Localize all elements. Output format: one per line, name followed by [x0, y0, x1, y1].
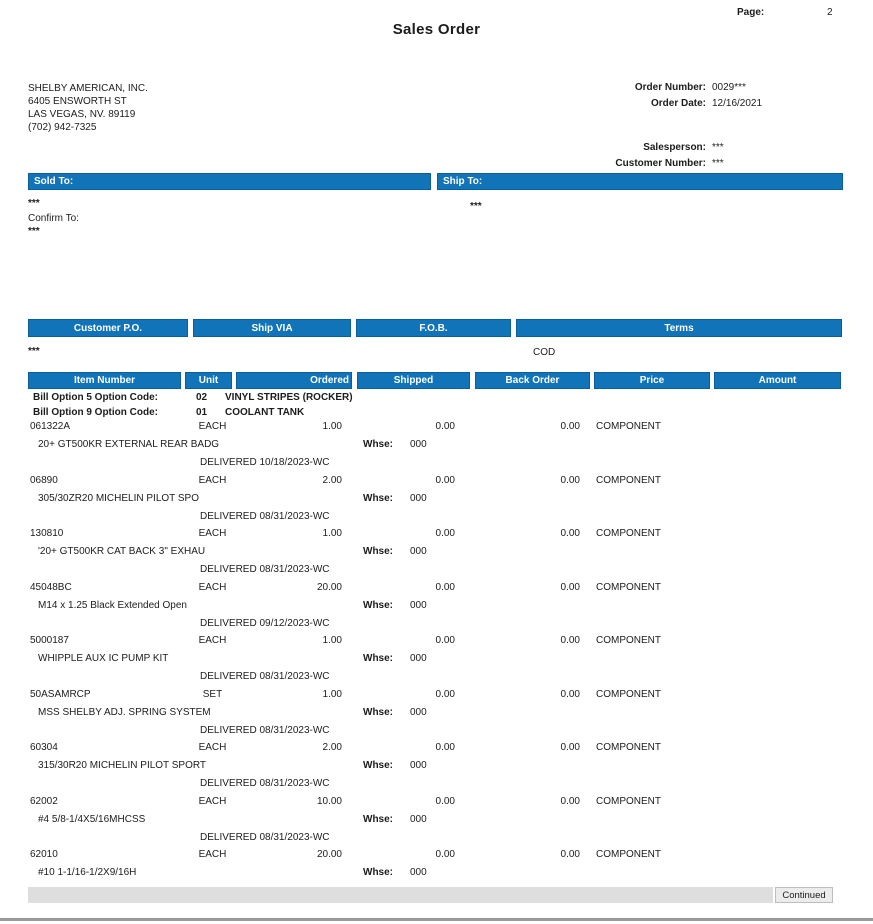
- item-description: #10 1-1/16-1/2X9/16H: [38, 867, 137, 878]
- item-back-order: 0.00: [560, 742, 580, 753]
- warehouse-label: Whse:: [363, 439, 393, 450]
- item-price: COMPONENT: [596, 688, 661, 700]
- column-header-amount: Amount: [714, 372, 841, 389]
- terms-value: COD: [533, 347, 556, 358]
- item-shipped: 0.00: [435, 795, 455, 807]
- item-description: 305/30ZR20 MICHELIN PILOT SPO: [38, 492, 199, 504]
- item-unit: EACH: [198, 421, 227, 432]
- bill-option-code: 02: [196, 392, 208, 403]
- delivered-note: DELIVERED 08/31/2023-WC: [200, 510, 330, 522]
- table-row: [0, 522, 873, 576]
- continued-label: Continued: [775, 887, 833, 903]
- item-number: 60304: [30, 742, 58, 753]
- column-header-price: Price: [594, 372, 710, 389]
- delivered-note: DELIVERED 08/31/2023-WC: [200, 564, 330, 575]
- delivered-note: DELIVERED 08/31/2023-WC: [200, 831, 330, 843]
- warehouse-label: Whse:: [363, 653, 393, 664]
- table-row: [0, 736, 873, 790]
- footer-bar: [28, 887, 773, 903]
- column-header-customer-po: Customer P.O.: [28, 319, 188, 337]
- item-shipped: 0.00: [435, 421, 455, 432]
- delivered-note: DELIVERED 08/31/2023-WC: [200, 778, 330, 789]
- customer-number-value: ***: [712, 158, 724, 169]
- item-ordered: 20.00: [316, 581, 342, 593]
- item-back-order: 0.00: [560, 635, 580, 646]
- item-price: COMPONENT: [596, 421, 661, 432]
- item-ordered: 1.00: [322, 635, 342, 646]
- warehouse-label: Whse:: [363, 760, 393, 771]
- item-description: WHIPPLE AUX IC PUMP KIT: [38, 653, 169, 664]
- bill-option-label: Bill Option 9 Option Code:: [33, 407, 158, 418]
- item-price: COMPONENT: [596, 474, 661, 486]
- items-table-body: [0, 415, 873, 897]
- column-header-unit: Unit: [185, 372, 232, 389]
- sold-to-header-bar: Sold To:: [28, 173, 431, 190]
- document-title: Sales Order: [392, 21, 481, 38]
- item-number: 130810: [30, 528, 64, 539]
- item-price: COMPONENT: [596, 635, 661, 646]
- item-number: 62002: [30, 795, 58, 807]
- item-description: 20+ GT500KR EXTERNAL REAR BADG: [38, 439, 220, 450]
- warehouse-value: 000: [410, 653, 427, 664]
- customer-number-label: Customer Number:: [615, 158, 706, 169]
- sold-to-value: ***: [28, 198, 40, 209]
- item-back-order: 0.00: [560, 421, 580, 432]
- item-unit: EACH: [198, 742, 227, 753]
- warehouse-value: 000: [410, 760, 427, 771]
- confirm-to-label: Confirm To:: [28, 213, 79, 224]
- warehouse-label: Whse:: [363, 706, 393, 718]
- warehouse-label: Whse:: [363, 599, 393, 611]
- bill-option-description: VINYL STRIPES (ROCKER): [225, 392, 353, 403]
- item-ordered: 1.00: [322, 688, 342, 700]
- item-shipped: 0.00: [435, 849, 455, 860]
- warehouse-label: Whse:: [363, 813, 393, 825]
- item-unit: EACH: [198, 474, 227, 486]
- item-back-order: 0.00: [560, 528, 580, 539]
- column-header-ship-via: Ship VIA: [193, 319, 351, 337]
- item-ordered: 1.00: [322, 421, 342, 432]
- page-label: Page:: [737, 7, 765, 18]
- table-row: [0, 469, 873, 523]
- company-name: SHELBY AMERICAN, INC.: [28, 83, 148, 94]
- table-row: [0, 629, 873, 683]
- ship-to-header-bar: Ship To:: [437, 173, 843, 190]
- item-shipped: 0.00: [435, 581, 455, 593]
- bill-option-row: [0, 392, 873, 405]
- page-bottom-divider: [0, 918, 873, 921]
- item-back-order: 0.00: [560, 795, 580, 807]
- item-ordered: 20.00: [316, 849, 342, 860]
- confirm-to-value: ***: [28, 226, 40, 237]
- customer-po-value: ***: [28, 346, 40, 357]
- item-ordered: 1.00: [322, 528, 342, 539]
- order-date-label: Order Date:: [650, 98, 706, 109]
- warehouse-value: 000: [410, 599, 427, 611]
- item-description: MSS SHELBY ADJ. SPRING SYSTEM: [38, 706, 211, 718]
- ship-to-value: ***: [470, 201, 482, 212]
- item-number: 061322A: [30, 421, 71, 432]
- warehouse-value: 000: [410, 706, 427, 718]
- item-ordered: 10.00: [316, 795, 342, 807]
- company-address-block: [28, 82, 148, 134]
- item-description: M14 x 1.25 Black Extended Open: [38, 599, 187, 611]
- item-price: COMPONENT: [596, 795, 661, 807]
- item-number: 5000187: [30, 635, 69, 646]
- table-row: [0, 790, 873, 844]
- column-header-fob: F.O.B.: [356, 319, 511, 337]
- order-number-value: 0029***: [712, 82, 746, 93]
- column-header-shipped: Shipped: [357, 372, 470, 389]
- item-unit: EACH: [198, 528, 227, 539]
- item-unit: EACH: [198, 795, 227, 807]
- item-number: 50ASAMRCP: [30, 688, 91, 700]
- item-price: COMPONENT: [596, 742, 661, 753]
- item-back-order: 0.00: [560, 581, 580, 593]
- bill-option-label: Bill Option 5 Option Code:: [33, 392, 158, 403]
- item-unit: SET: [202, 688, 223, 700]
- table-row: [0, 415, 873, 469]
- item-shipped: 0.00: [435, 742, 455, 753]
- item-description: #4 5/8-1/4X5/16MHCSS: [38, 813, 146, 825]
- item-price: COMPONENT: [596, 528, 661, 539]
- table-row: [0, 576, 873, 630]
- warehouse-value: 000: [410, 546, 427, 557]
- item-back-order: 0.00: [560, 849, 580, 860]
- delivered-note: DELIVERED 09/12/2023-WC: [200, 617, 330, 629]
- column-header-item-number: Item Number: [28, 372, 181, 389]
- warehouse-value: 000: [410, 492, 427, 504]
- table-row: [0, 683, 873, 737]
- item-price: COMPONENT: [596, 849, 661, 860]
- warehouse-value: 000: [410, 439, 427, 450]
- salesperson-label: Salesperson:: [643, 142, 706, 153]
- page-number: 2: [827, 7, 833, 18]
- warehouse-label: Whse:: [363, 546, 393, 557]
- company-phone: (702) 942-7325: [28, 122, 97, 133]
- item-unit: EACH: [198, 581, 227, 593]
- item-ordered: 2.00: [322, 742, 342, 753]
- salesperson-value: ***: [712, 142, 724, 153]
- column-header-ordered: Ordered: [236, 372, 352, 389]
- item-back-order: 0.00: [560, 688, 580, 700]
- order-date-value: 12/16/2021: [712, 98, 763, 109]
- item-unit: EACH: [198, 849, 227, 860]
- warehouse-value: 000: [410, 867, 427, 878]
- item-shipped: 0.00: [435, 688, 455, 700]
- item-number: 45048BC: [30, 581, 72, 593]
- delivered-note: DELIVERED 08/31/2023-WC: [200, 671, 330, 682]
- warehouse-label: Whse:: [363, 867, 393, 878]
- item-back-order: 0.00: [560, 474, 580, 486]
- bill-option-code: 01: [196, 407, 208, 418]
- warehouse-label: Whse:: [363, 492, 393, 504]
- company-address-line2: LAS VEGAS, NV. 89119: [28, 109, 136, 120]
- item-number: 06890: [30, 474, 58, 486]
- item-shipped: 0.00: [435, 474, 455, 486]
- item-number: 62010: [30, 849, 58, 860]
- item-ordered: 2.00: [322, 474, 342, 486]
- item-unit: EACH: [198, 635, 227, 646]
- delivered-note: DELIVERED 10/18/2023-WC: [200, 457, 330, 468]
- column-header-back-order: Back Order: [475, 372, 590, 389]
- order-number-label: Order Number:: [634, 82, 706, 93]
- company-address-line1: 6405 ENSWORTH ST: [28, 96, 127, 107]
- bill-option-description: COOLANT TANK: [225, 407, 305, 418]
- item-description: 315/30R20 MICHELIN PILOT SPORT: [38, 760, 207, 771]
- column-header-terms: Terms: [516, 319, 842, 337]
- item-shipped: 0.00: [435, 528, 455, 539]
- item-price: COMPONENT: [596, 581, 661, 593]
- delivered-note: DELIVERED 08/31/2023-WC: [200, 724, 330, 736]
- item-shipped: 0.00: [435, 635, 455, 646]
- warehouse-value: 000: [410, 813, 427, 825]
- item-description: '20+ GT500KR CAT BACK 3" EXHAU: [38, 546, 206, 557]
